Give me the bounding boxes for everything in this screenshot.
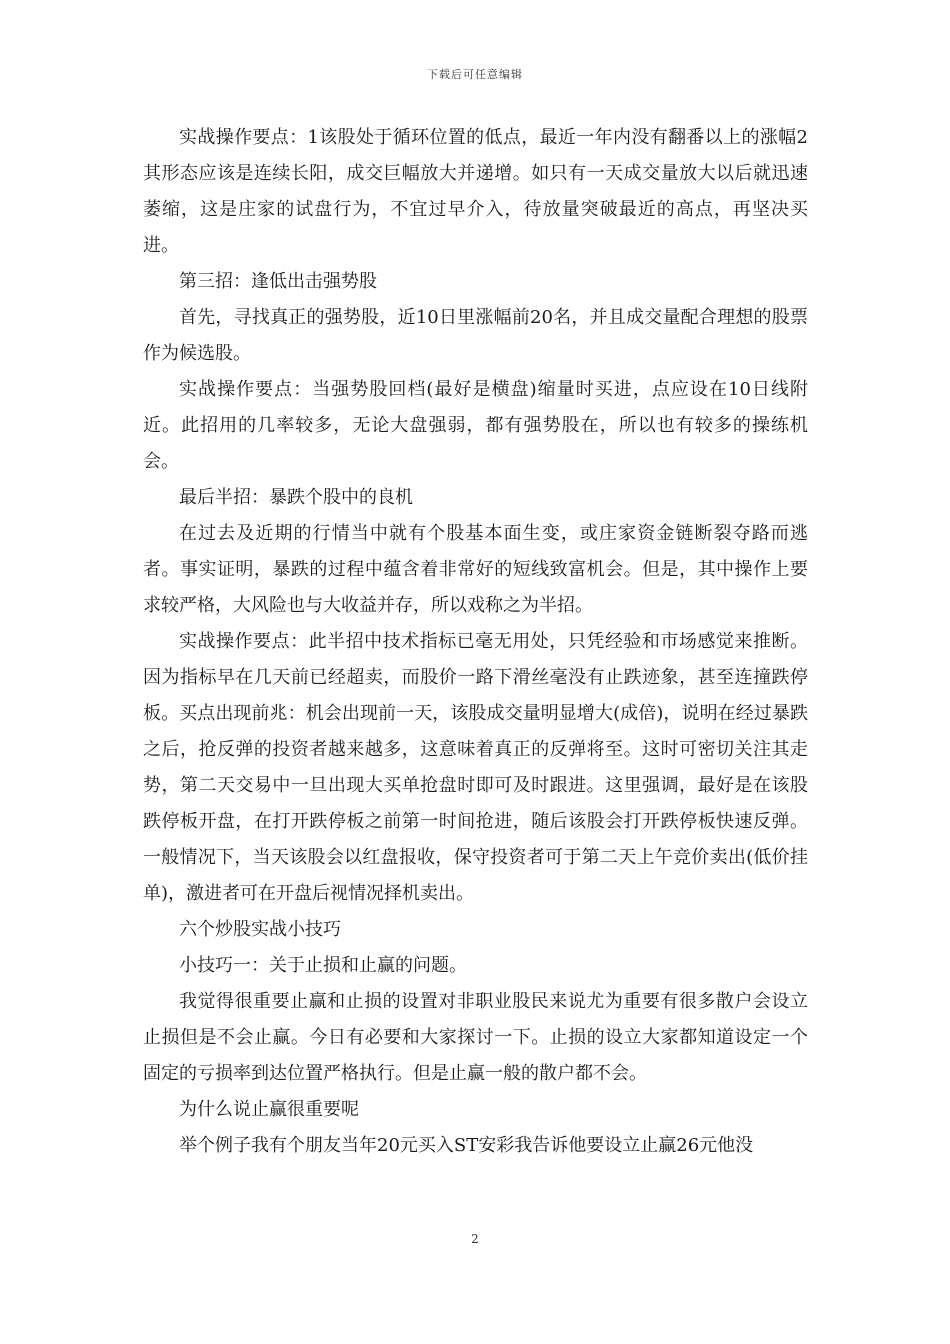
- paragraph-find-strong-stocks: 首先，寻找真正的强势股，近10日里涨幅前20名，并且成交量配合理想的股票作为候选股。: [143, 307, 808, 364]
- section-heading-third-move: 第三招：逢低出击强势股: [179, 271, 377, 292]
- page-header: 下载后可任意编辑: [427, 68, 523, 81]
- document-body: [143, 120, 808, 1164]
- section-heading-why-take-profit: 为什么说止赢很重要呢: [179, 1099, 359, 1120]
- paragraph-crash-opportunity: 在过去及近期的行情当中就有个股基本面生变，或庄家资金链断裂夺路而逃者。事实证明，暴跌的过程中蕴含着非常好的短线致富机会。但是，其中操作上要求较严格，大风险也与大收益并存，所以戏称之为半招。: [143, 523, 808, 616]
- section-heading-tip-one: 小技巧一：关于止损和止赢的问题。: [179, 955, 467, 976]
- paragraph-example: 举个例子我有个朋友当年20元买入ST安彩我告诉他要设立止赢26元他没: [179, 1135, 754, 1156]
- paragraph-operation-points-2: 实战操作要点：当强势股回档(最好是横盘)缩量时买进，点应设在10日线附近。此招用的几率较多，无论大盘强弱，都有强势股在，所以也有较多的操练机会。: [143, 379, 808, 472]
- paragraph-operation-points-3: 实战操作要点：此半招中技术指标已毫无用处，只凭经验和市场感觉来推断。因为指标早在几天前已经超卖，而股价一路下滑丝毫没有止跌迹象，甚至连撞跌停板。买点出现前兆：机会出现前一天，该股成交量明显增大(成倍)，说明在经过暴跌之后，抢反弹的投资者越来越多，这意味着真正的反弹将至。这时可密切关注其走势，第二天交易中一旦出现大买单抢盘时即可及时跟进。这里强调，最好是在该股跌停板开盘，在打开跌停板之前第一时间抢进，随后该股会打开跌停板快速反弹。一般情况下，当天该股会以红盘报收，保守投资者可于第二天上午竞价卖出(低价挂单)，激进者可在开盘后视情况择机卖出。: [143, 631, 808, 904]
- section-heading-six-tips: 六个炒股实战小技巧: [179, 919, 341, 940]
- page-number: 2: [471, 1232, 479, 1246]
- paragraph-operation-points-1: 实战操作要点：1该股处于循环位置的低点，最近一年内没有翻番以上的涨幅2其形态应该是连续长阳，成交巨幅放大并递增。如只有一天成交量放大以后就迅速萎缩，这是庄家的试盘行为，不宜过早介入，待放量突破最近的高点，再坚决买进。: [143, 127, 808, 256]
- section-heading-last-half-move: 最后半招：暴跌个股中的良机: [179, 487, 413, 508]
- paragraph-stop-loss-profit: 我觉得很重要止赢和止损的设置对非职业股民来说尤为重要有很多散户会设立止损但是不会止赢。今日有必要和大家探讨一下。止损的设立大家都知道设定一个固定的亏损率到达位置严格执行。但是止赢一般的散户都不会。: [143, 991, 808, 1084]
